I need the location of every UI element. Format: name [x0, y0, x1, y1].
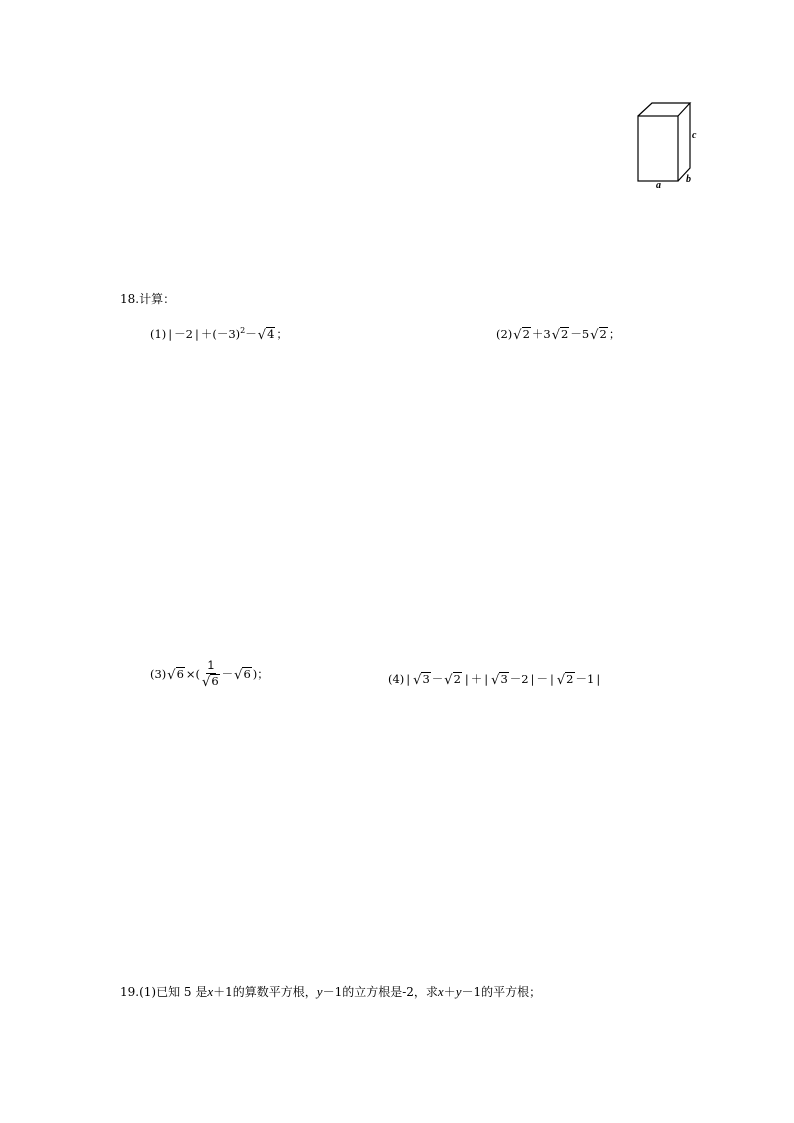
- radical-sign: √: [491, 672, 500, 688]
- exponent: 2: [240, 325, 246, 335]
- plus-sign: ＋: [200, 327, 213, 341]
- radicand: 3: [500, 672, 508, 687]
- sqrt-two-c: [590, 327, 608, 341]
- sqrt-two-b: [557, 672, 575, 686]
- radicand: 6: [211, 674, 219, 689]
- plus-three: ＋3: [531, 327, 551, 341]
- abs-bar: |: [550, 672, 554, 686]
- radicand: 2: [453, 672, 461, 687]
- sqrt-three-a: [413, 672, 431, 686]
- var-x: x: [207, 984, 214, 999]
- minus-sign: －: [221, 667, 234, 682]
- var-y: y: [316, 984, 323, 999]
- abs-bar-right: |: [195, 327, 199, 341]
- q19-text-3: －1的立方根是-2，求: [322, 985, 438, 999]
- radical-sign: √: [167, 667, 176, 683]
- minus-two: －2: [509, 672, 529, 686]
- rectangular-prism-figure: [630, 98, 710, 194]
- radical-sign: √: [444, 672, 453, 688]
- prism-front-face: [638, 116, 678, 181]
- semicolon: ；: [608, 327, 621, 341]
- radicand: 2: [561, 327, 569, 342]
- fraction-one-over-sqrt-six: [201, 660, 221, 688]
- radical-sign: √: [202, 674, 211, 690]
- question-19: [120, 983, 541, 1000]
- radicand: 6: [243, 667, 251, 682]
- q19-text-1: 19.(1)已知 5 是: [120, 985, 208, 999]
- prism-top-face: [638, 103, 690, 116]
- radical-sign: √: [234, 667, 243, 683]
- minus-one: －1: [575, 672, 595, 686]
- abs-bar-left: |: [168, 327, 173, 341]
- q19-text-2: ＋1的算数平方根，: [213, 985, 317, 999]
- radical-sign: √: [257, 327, 267, 343]
- sqrt-three-b: [491, 672, 509, 686]
- var-x: x: [437, 984, 444, 999]
- paren-neg-three: (－3): [212, 327, 241, 341]
- radicand: 6: [176, 667, 184, 682]
- question-18-title: 18.计算：: [120, 292, 176, 306]
- sqrt-two-b: [552, 327, 570, 341]
- semicolon: ；: [276, 327, 288, 341]
- problem-3-label: (3): [150, 667, 167, 682]
- sqrt-four: [258, 327, 276, 341]
- problem-1: [150, 326, 288, 342]
- abs-bar: |: [530, 672, 535, 686]
- edge-label-c: c: [692, 130, 697, 141]
- radicand: 2: [566, 672, 574, 687]
- abs-bar: |: [596, 672, 601, 686]
- neg-two: －2: [174, 327, 193, 341]
- radical-sign: √: [556, 672, 566, 688]
- radicand: 4: [267, 327, 275, 342]
- minus-sign: －: [536, 672, 548, 686]
- minus-sign: －: [431, 672, 444, 686]
- abs-bar: |: [406, 672, 411, 686]
- fraction-numerator: 1: [206, 660, 216, 674]
- minus-five: －5: [570, 327, 590, 341]
- q19-text-4: ＋: [443, 985, 456, 999]
- sqrt-six-den: [202, 674, 220, 688]
- fraction-denominator: [201, 674, 221, 688]
- plus-sign: ＋: [470, 672, 483, 686]
- sqrt-six-b: [234, 667, 252, 681]
- problem-1-label: (1): [150, 327, 167, 341]
- problem-2: [496, 326, 620, 342]
- sqrt-six-a: [167, 667, 185, 681]
- radical-sign: √: [413, 672, 422, 688]
- close-paren: ): [252, 667, 258, 682]
- problem-4-label: (4): [388, 672, 405, 686]
- radical-sign: √: [590, 327, 599, 343]
- radicand: 2: [522, 327, 530, 342]
- sqrt-two-a: [444, 672, 462, 686]
- edge-label-b: b: [686, 174, 691, 185]
- q19-text-5: －1的平方根；: [461, 985, 542, 999]
- var-y: y: [455, 984, 462, 999]
- abs-bar: |: [484, 672, 489, 686]
- radicand: 3: [422, 672, 430, 687]
- problem-4: [388, 671, 602, 687]
- radical-sign: √: [513, 327, 522, 343]
- edge-label-a: a: [656, 180, 661, 191]
- abs-bar: |: [464, 672, 469, 686]
- radicand: 2: [599, 327, 607, 342]
- problem-3: [150, 660, 269, 688]
- times-open-paren: ×(: [185, 667, 201, 682]
- sqrt-two-a: [513, 327, 531, 341]
- minus-sign: －: [245, 327, 257, 341]
- semicolon: ；: [257, 667, 269, 682]
- radical-sign: √: [551, 327, 561, 343]
- problem-2-label: (2): [496, 327, 513, 341]
